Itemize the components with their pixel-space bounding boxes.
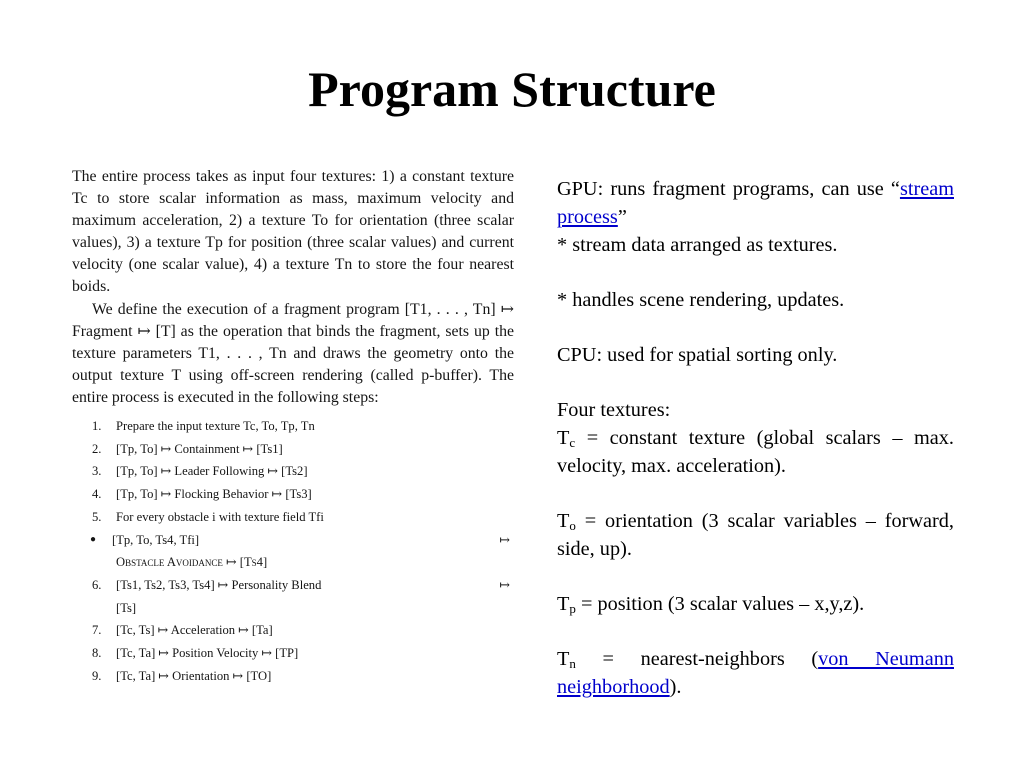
step-item: 3. [Tp, To] ↦ Leader Following ↦ [Ts2] — [92, 464, 308, 479]
excerpt-paragraph-1: The entire process takes as input four textures: 1) a constant texture Tc to store scalar information as mass, maximum velocity and maximum acceleration, 2) a texture To for orientation (three scalar values), 3) a texture Tp for position (three scalar values) and current velocity (one scalar value), 4) a texture Tn to store the four nearest boids. — [72, 168, 514, 296]
excerpt-steps-list — [72, 415, 514, 687]
tn-note: $T_n$ = nearest-neighbors (von Neumann neighborhood). — [557, 648, 954, 698]
gpu-note: GPU: runs fragment programs, can use “stream process” — [557, 178, 954, 228]
four-textures-heading: Four textures: — [557, 399, 671, 421]
step-item: 1. Prepare the input texture Tc, To, Tp, Tn — [92, 419, 315, 434]
excerpt-paragraph-2: We define the execution of a fragment program [T1, . . . , Tn] ↦ Fragment ↦ [T] as the operation that binds the fragment, sets up the texture parameters T1, . . . , Tn and draws the geometry onto the output texture T using off-screen rendering (called p-buffer). The entire process is executed in the following steps: — [72, 300, 514, 406]
stream-process-link[interactable]: stream process — [557, 178, 954, 228]
step-item: 9. [Tc, Ta] ↦ Orientation ↦ [TO] — [92, 668, 272, 683]
bullet-icon: ● — [90, 533, 97, 545]
to-note: $T_o$ = orientation (3 scalar variables – forward, side, up). — [557, 510, 954, 560]
step-item: 2. [Tp, To] ↦ Containment ↦ [Ts1] — [92, 441, 283, 456]
von-neumann-link[interactable]: von Neumann neighborhood — [557, 648, 954, 698]
paper-excerpt-image — [72, 166, 514, 687]
step-item: 6. [Ts1, Ts2, Ts3, Ts4] ↦ Personality Blend ↦ — [92, 577, 510, 592]
render-note: * handles scene rendering, updates. — [557, 289, 845, 311]
step-item: 4. [Tp, To] ↦ Flocking Behavior ↦ [Ts3] — [92, 487, 312, 502]
notes-panel — [557, 175, 954, 701]
step-item: ● [Tp, To, Ts4, Tfi] ↦ — [72, 529, 514, 552]
cpu-note: CPU: used for spatial sorting only. — [557, 344, 838, 366]
tc-note: $T_c$ = constant texture (global scalars – max. velocity, max. acceleration). — [557, 427, 954, 477]
step-item: 7. [Tc, Ts] ↦ Acceleration ↦ [Ta] — [92, 623, 273, 638]
step-item: [Ts] — [116, 600, 137, 615]
slide-title: Program Structure — [308, 61, 716, 117]
gpu-subnote: * stream data arranged as textures. — [557, 234, 838, 256]
step-item: 5. For every obstacle i with texture field Tfi — [92, 509, 324, 524]
step-item: Obstacle Avoidance ↦ [Ts4] — [116, 555, 268, 570]
tp-note: $T_p$ = position (3 scalar values – x,y,z). — [557, 593, 865, 616]
step-item: 8. [Tc, Ta] ↦ Position Velocity ↦ [TP] — [92, 646, 299, 661]
